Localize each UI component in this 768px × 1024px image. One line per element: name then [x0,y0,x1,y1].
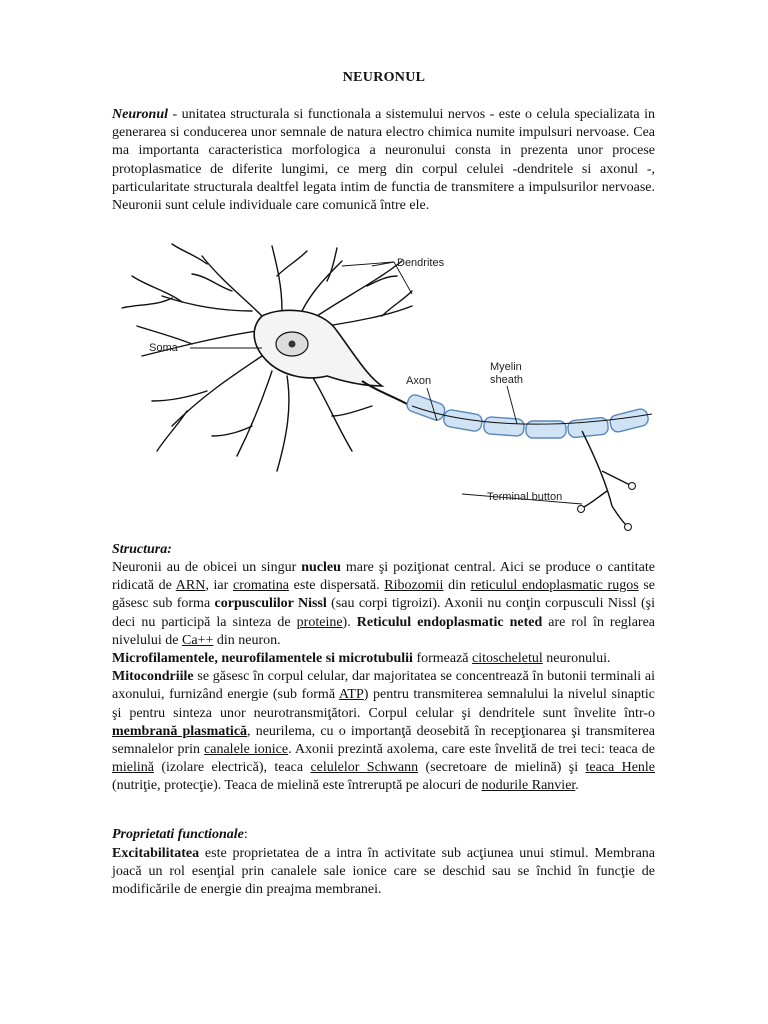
label-soma: Soma [149,342,178,354]
proprietati-heading [112,827,248,843]
label-terminal: Terminal button [487,491,563,503]
proprietati-heading-colon: : [243,827,248,842]
neuron-diagram [112,236,662,536]
link-ca[interactable]: Ca++ [182,632,214,648]
structura-text: ). [342,614,357,630]
label-myelin-2: sheath [490,374,524,386]
structura-text: din neuron. [213,632,281,648]
link-teaca-henle[interactable]: teaca Henle [585,760,656,776]
link-atp[interactable]: ATP [338,687,364,703]
term-mitocondriile: Mitocondriile [112,669,194,685]
link-cromatina[interactable]: cromatina [232,578,289,594]
term-nucleu: nucleu [301,560,341,575]
link-canalele-ionice[interactable]: canalele ionice [204,742,289,758]
terminal-branches [582,431,632,526]
link-citoscheletul[interactable]: citoscheletul [472,651,543,667]
proprietati-paragraph [112,845,655,900]
structura-text: (nutriţie, protecţie). Teaca de mielină este întreruptă pe alocuri de [112,778,482,794]
soma-body [254,310,382,386]
intro-lead: Neuronul [112,107,169,122]
link-celulelor-schwann[interactable]: celulelor Schwann [310,760,419,776]
structura-text: neuronului. [542,651,611,667]
term-excitabilitatea: Excitabilitatea [112,846,200,861]
label-dendrites: Dendrites [397,257,445,269]
axon-hillock [362,381,407,404]
structura-text: ) pentru transmiterea semnalului la nivelul sinaptic şi pentru sinteza unor neurotransmiţători. Corpul celular şi dendritele sunt învelite într-o [112,687,655,721]
link-membrana-plasmatica[interactable]: membrană plasmatică [112,723,248,739]
link-arn[interactable]: ARN [175,578,206,594]
term-microfilamentele: Microfilamentele, neurofilamentele si microtubulii [112,651,413,667]
intro-text: - unitatea structurala si functionala a sistemului nervos - este o celula specializata in generarea si conducerea unor semnale de natura electro chimica numite impulsuri nervoase. Cea ma importanta caracteristica morfologica a neuronului consta in prezenta unor procese protoplasmatice de diferite lungimi, ce merg din corpul celulei -dendritele si axonul -, particularitate structurala dealtfel legata intim de functia de transmitere a impulsurilor nervoase. Neuronii sunt celule individuale care comunică între ele. [112,107,655,214]
term-nissl: corpusculilor Nissl [214,596,327,612]
structura-text: (sau corpi tigroizi). Axonii nu conţin corpusculi Nissl (şi deci nu participă la sinteza de [112,596,655,630]
page-title: NEURONUL [342,70,426,85]
link-mielina[interactable]: mielină [112,760,154,776]
nucleolus-shape [289,341,296,348]
structura-text: se găsesc în corpul celular, dar majoritatea se concentrează în butonii terminali ai axonului, furnizând energie (sub formă [112,669,655,703]
structura-text: mare şi poziţionat central. Aici se produce o cantitate ridicată de [112,560,655,594]
label-myelin-1: Myelin [490,361,522,373]
structura-text: . [575,778,579,794]
structura-text: din [443,578,471,594]
structura-text: este dispersată. [288,578,385,594]
link-proteine[interactable]: proteine [296,614,343,630]
link-nodurile-ranvier[interactable]: nodurile Ranvier [481,778,576,794]
structura-text: (izolare electrică), teaca [154,760,311,776]
structura-text: se găsesc sub forma [112,578,656,612]
neuron-illustration [112,236,662,536]
structura-text: , iar [205,578,233,594]
proprietati-text: este proprietatea de a intra în activitate sub acţiunea unui stimul. Membrana joacă un rol esenţial prin canalele sale ionice care se deschid sau se închid în funcţie de modificările de energie din preajma membranei. [112,846,655,898]
structura-text: , neurilema, cu o importanţă deosebită în recepţionarea şi transmiterea semnalelor prin [112,723,655,758]
structura-heading: Structura: [112,542,172,557]
structura-text: are rol în reglarea nivelului de [112,614,655,648]
proprietati-heading-text: Proprietati functionale [112,827,244,842]
structura-text: . Axonii prezintă axolema, care este învelită de trei teci: teaca de [288,742,655,758]
intro-paragraph [112,106,655,215]
structura-text: (secretoare de mielină) şi [418,760,586,776]
term-reticulul-neted: Reticulul endoplasmatic neted [356,614,543,630]
link-ribozomii[interactable]: Ribozomii [384,578,444,594]
leader-lines [190,262,582,504]
structura-paragraph [112,559,655,796]
label-axon: Axon [406,375,432,387]
myelin-segments [405,393,650,438]
link-reticulul-rugos[interactable]: reticulul endoplasmatic rugos [470,578,639,594]
structura-text: formează [412,651,473,667]
structura-text: Neuronii au de obicei un singur [112,560,302,575]
